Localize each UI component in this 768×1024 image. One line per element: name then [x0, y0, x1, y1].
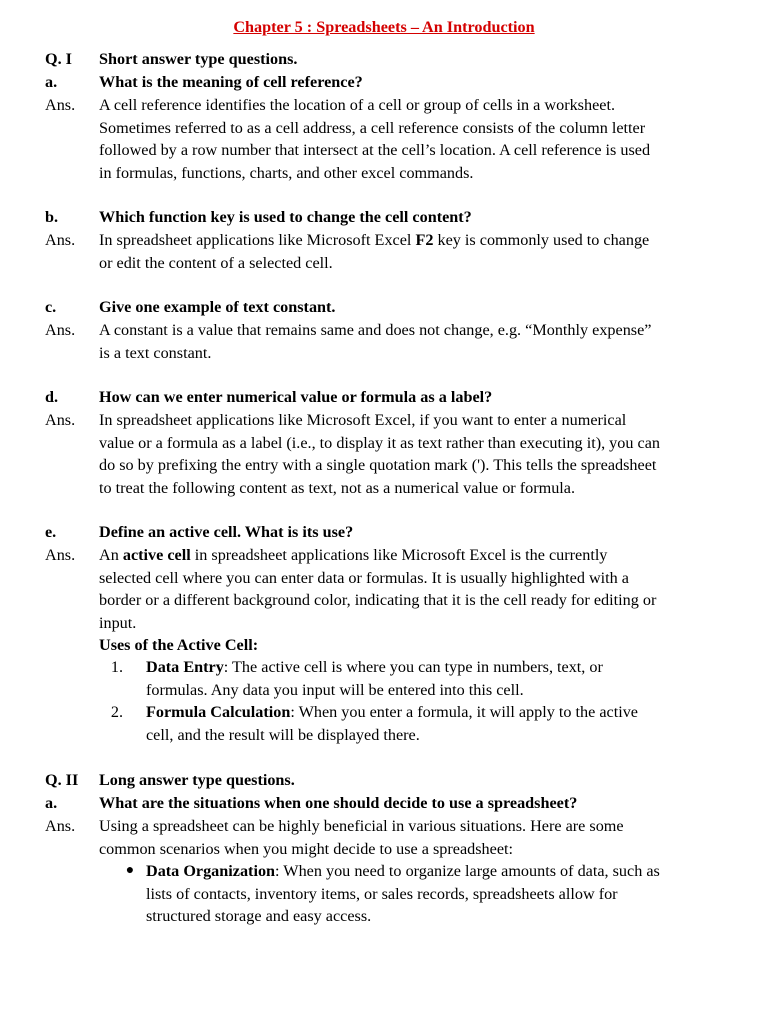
answer-line: in formulas, functions, charts, and other excel commands.: [99, 163, 474, 182]
list-number: 1.: [110, 658, 123, 676]
answer-line: to treat the following content as text, not as a numerical value or formula.: [99, 478, 576, 497]
term: Formula Calculation: [146, 703, 291, 721]
list-line: [146, 701, 686, 724]
question-label: d.: [45, 388, 59, 406]
list-line: cell, and the result will be displayed there.: [146, 725, 420, 744]
question-label: a.: [45, 73, 58, 91]
bullet-item: [118, 860, 718, 930]
ans-label: Ans.: [45, 96, 76, 114]
term: Data Entry: [146, 658, 224, 676]
answer-text: [99, 319, 733, 364]
answer-line: Sometimes referred to as a cell address, a cell reference consists of the column letter: [99, 118, 646, 137]
ans-label: Ans.: [45, 231, 76, 249]
list-text-span: : When you enter a formula, it will apply to the active: [290, 703, 638, 721]
list-line: [146, 656, 686, 679]
answer-line: A constant is a value that remains same and does not change, e.g. “Monthly expense”: [99, 321, 652, 339]
answer-text-span: An: [99, 546, 123, 564]
question-label: e.: [45, 523, 57, 541]
question-text: What is the meaning of cell reference?: [99, 73, 363, 91]
list-number: 2.: [110, 703, 123, 721]
section-title: Short answer type questions.: [99, 50, 298, 68]
list-text-span: : The active cell is where you can type in numbers, text, or: [223, 658, 603, 676]
ans-label: Ans.: [45, 411, 76, 429]
bullet-icon: ●: [125, 863, 135, 878]
bullet-text: [146, 860, 706, 928]
question-text: Define an active cell. What is its use?: [99, 523, 354, 541]
bullet-line: [146, 860, 706, 883]
answer-text-span: in spreadsheet applications like Microsoft Excel is the currently: [190, 546, 608, 564]
answer-line: input.: [99, 613, 137, 632]
answer-line: A cell reference identifies the location of a cell or group of cells in a worksheet.: [99, 96, 615, 114]
question-text: What are the situations when one should decide to use a spreadsheet?: [99, 794, 578, 812]
question-text: Give one example of text constant.: [99, 298, 336, 316]
answer-text-span: key is commonly used to change: [433, 231, 650, 249]
term: Data Organization: [146, 862, 276, 880]
answer-line: is a text constant.: [99, 343, 212, 362]
answer-line: value or a formula as a label (i.e., to display it as text rather than executing it), you can: [99, 433, 660, 452]
question-label: c.: [45, 298, 57, 316]
section-title: Long answer type questions.: [99, 771, 295, 789]
section-label: Q. II: [45, 771, 79, 789]
answer-text: [99, 94, 733, 184]
answer-text: [99, 815, 733, 860]
question-text: How can we enter numerical value or formula as a label?: [99, 388, 493, 406]
answer-line: do so by prefixing the entry with a single quotation mark ('). This tells the spreadsheet: [99, 456, 657, 475]
answer-line: [99, 544, 733, 567]
list-item: [99, 701, 699, 747]
ans-label: Ans.: [45, 321, 76, 339]
answer-line: followed by a row number that intersect at the cell’s location. A cell reference is used: [99, 141, 651, 160]
bullet-line: structured storage and easy access.: [146, 907, 372, 926]
uses-heading: Uses of the Active Cell:: [99, 636, 259, 655]
answer-line: Using a spreadsheet can be highly beneficial in various situations. Here are some: [99, 817, 624, 835]
question-label: b.: [45, 208, 59, 226]
chapter-title: Chapter 5 : Spreadsheets – An Introduction: [233, 18, 535, 36]
answer-text: [99, 544, 733, 657]
term: active cell: [122, 546, 191, 564]
answer-line: selected cell where you can enter data or formulas. It is usually highlighted with a: [99, 568, 629, 587]
ans-label: Ans.: [45, 546, 76, 564]
section-label: Q. I: [45, 50, 72, 68]
question-text: Which function key is used to change the cell content?: [99, 208, 472, 226]
ans-label: Ans.: [45, 817, 76, 835]
answer-text: [99, 229, 733, 274]
list-text: [146, 656, 686, 701]
bullet-text-span: : When you need to organize large amounts of data, such as: [275, 862, 660, 880]
answer-line: common scenarios when you might decide to use a spreadsheet:: [99, 839, 514, 858]
list-item: [99, 656, 699, 702]
bullet-line: lists of contacts, inventory items, or sales records, spreadsheets allow for: [146, 884, 618, 903]
answer-line: [99, 229, 733, 252]
list-text: [146, 701, 686, 746]
list-line: formulas. Any data you input will be entered into this cell.: [146, 680, 524, 699]
question-label: a.: [45, 794, 58, 812]
answer-line: or edit the content of a selected cell.: [99, 253, 333, 272]
answer-text: [99, 409, 733, 499]
answer-line: In spreadsheet applications like Microsoft Excel, if you want to enter a numerical: [99, 411, 627, 429]
answer-text-span: In spreadsheet applications like Microsoft Excel: [99, 231, 416, 249]
key-name: F2: [415, 231, 434, 249]
answer-line: border or a different background color, indicating that it is the cell ready for editing or: [99, 591, 657, 610]
